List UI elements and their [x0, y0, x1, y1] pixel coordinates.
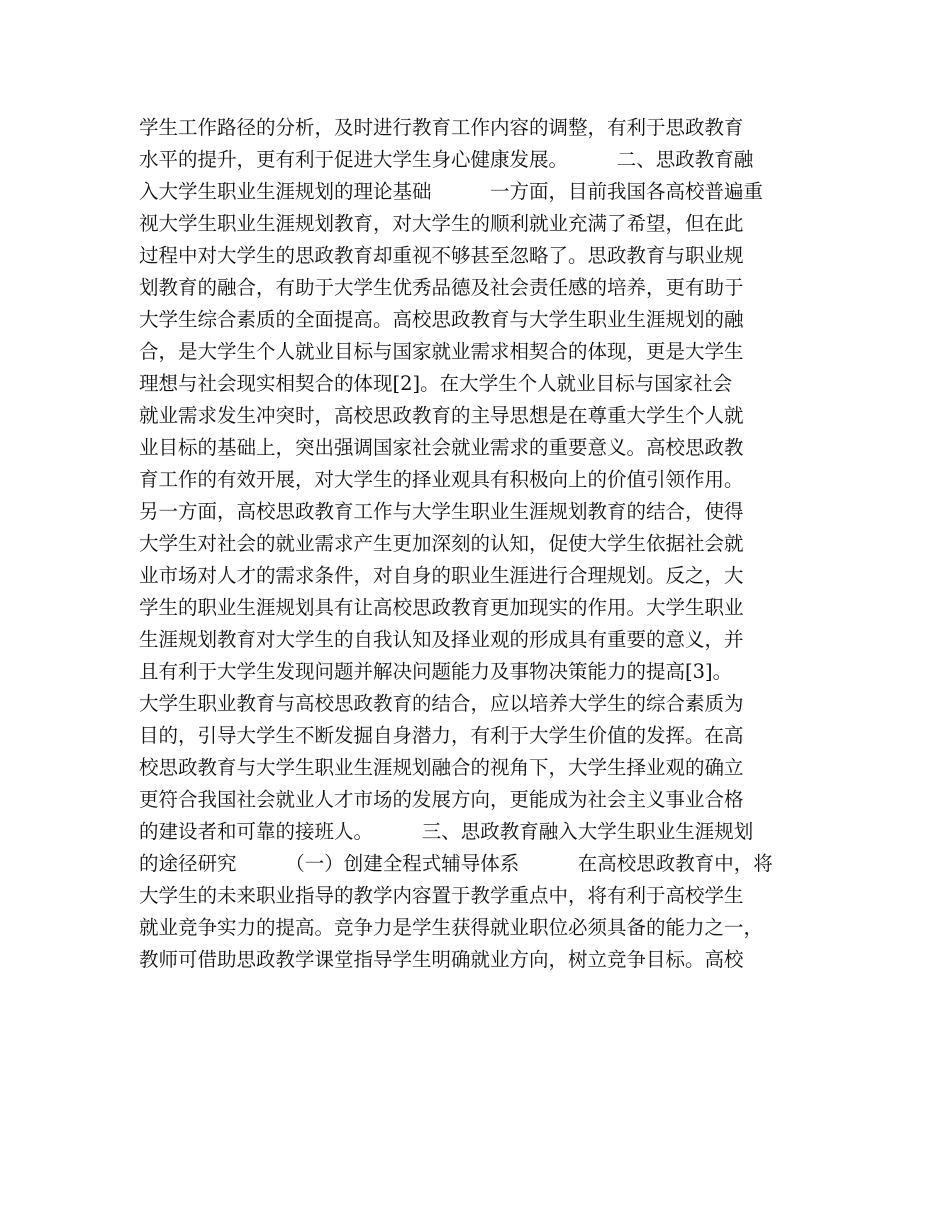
text-line: 育工作的有效开展，对大学生的择业观具有积极向上的价值引领作用。	[139, 468, 744, 491]
text-line: 教师可借助思政教学课堂指导学生明确就业方向，树立竞争目标。高校	[139, 948, 744, 971]
text-line: 大学生的未来职业指导的教学内容置于教学重点中，将有利于高校学生	[139, 884, 744, 907]
text-line: 学生的职业生涯规划具有让高校思政教育更加现实的作用。大学生职业	[139, 596, 744, 619]
text-line: 大学生职业教育与高校思政教育的结合，应以培养大学生的综合素质为	[139, 692, 744, 715]
text-line: 合，是大学生个人就业目标与国家就业需求相契合的体现，更是大学生	[139, 340, 744, 363]
text-line: 划教育的融合，有助于大学生优秀品德及社会责任感的培养，更有助于	[139, 276, 744, 299]
text-line: 且有利于大学生发现问题并解决问题能力及事物决策能力的提高[3]。	[139, 660, 733, 683]
text-line: 的途径研究 （一）创建全程式辅导体系 在高校思政教育中，将	[139, 852, 773, 875]
text-line: 理想与社会现实相契合的体现[2]。在大学生个人就业目标与国家社会	[139, 372, 733, 395]
body-text	[139, 112, 829, 976]
text-line: 大学生对社会的就业需求产生更加深刻的认知，促使大学生依据社会就	[139, 532, 744, 555]
text-line: 就业需求发生冲突时，高校思政教育的主导思想是在尊重大学生个人就	[139, 404, 744, 427]
text-line: 就业竞争实力的提高。竞争力是学生获得就业职位必须具备的能力之一，	[139, 916, 764, 939]
text-line: 校思政教育与大学生职业生涯规划融合的视角下，大学生择业观的确立	[139, 756, 744, 779]
text-line: 入大学生职业生涯规划的理论基础 一方面，目前我国各高校普遍重	[139, 180, 764, 203]
text-line: 目的，引导大学生不断发掘自身潜力，有利于大学生价值的发挥。在高	[139, 724, 744, 747]
text-line: 大学生综合素质的全面提高。高校思政教育与大学生职业生涯规划的融	[139, 308, 744, 331]
text-line: 更符合我国社会就业人才市场的发展方向，更能成为社会主义事业合格	[139, 788, 744, 811]
text-line: 学生工作路径的分析，及时进行教育工作内容的调整，有利于思政教育	[139, 116, 744, 139]
text-line: 另一方面，高校思政教育工作与大学生职业生涯规划教育的结合，使得	[139, 500, 744, 523]
text-line: 水平的提升，更有利于促进大学生身心健康发展。 二、思政教育融	[139, 148, 754, 171]
text-line: 视大学生职业生涯规划教育，对大学生的顺利就业充满了希望，但在此	[139, 212, 744, 235]
text-line: 业目标的基础上，突出强调国家社会就业需求的重要意义。高校思政教	[139, 436, 744, 459]
text-line: 业市场对人才的需求条件，对自身的职业生涯进行合理规划。反之，大	[139, 564, 744, 587]
text-line: 过程中对大学生的思政教育却重视不够甚至忽略了。思政教育与职业规	[139, 244, 744, 267]
text-line: 生涯规划教育对大学生的自我认知及择业观的形成具有重要的意义，并	[139, 628, 744, 651]
text-line: 的建设者和可靠的接班人。 三、思政教育融入大学生职业生涯规划	[139, 820, 754, 843]
